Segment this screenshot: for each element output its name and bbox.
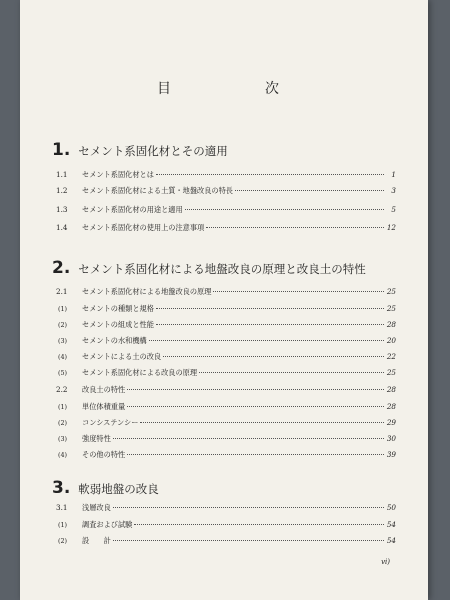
subsection-number: (1) [58,305,68,313]
chapter-title: 軟弱地盤の改良 [78,482,159,496]
chapter-1-heading [52,140,392,160]
page-number: 25 [386,368,396,377]
footer-page-number: vi) [381,558,390,566]
leader-dots [127,389,384,390]
page-number: 3 [391,186,396,195]
leader-dots [185,209,384,210]
toc-entry[interactable] [58,434,396,444]
toc-entry[interactable] [56,503,396,513]
subsection-number: (1) [58,403,68,411]
leader-dots [206,227,384,228]
page-number: 30 [386,434,396,443]
subsection-number: (4) [58,353,68,361]
chapter-title: セメント系固化材による地盤改良の原理と改良土の特性 [78,262,366,276]
page-number: 28 [386,385,396,394]
subsection-number: (4) [58,451,68,459]
page-number: 50 [386,503,396,512]
leader-dots [235,190,384,191]
entry-label: セメント系固化材による地盤改良の原理 [82,287,212,296]
page-number: 29 [386,418,396,427]
leader-dots [156,308,384,309]
toc-entry[interactable] [58,520,396,530]
toc-entry[interactable] [58,536,396,546]
toc-entry[interactable] [58,368,396,378]
leader-dots [134,524,384,525]
entry-label: セメント系固化材の使用上の注意事項 [82,223,205,232]
toc-entry[interactable] [56,223,396,233]
section-number: 1.3 [56,205,68,214]
toc-entry[interactable] [56,186,396,196]
chapter-number: 1. [52,140,71,160]
entry-label: セメント系固化材による改良の原理 [82,368,198,377]
leader-dots [140,422,384,423]
page-number: 12 [386,223,396,232]
chapter-title: セメント系固化材とその適用 [78,144,228,158]
subsection-number: (2) [58,537,68,545]
page-number: 22 [386,352,396,361]
book-page [20,0,428,600]
page-number: 20 [386,336,396,345]
toc-entry[interactable] [58,418,396,428]
entry-label: 単位体積重量 [82,402,126,411]
section-number: 1.4 [56,223,68,232]
entry-label: 設 計 [82,536,111,545]
page-number: 25 [386,304,396,313]
leader-dots [113,438,384,439]
entry-label: セメントの種類と規格 [82,304,154,313]
page-number: 54 [386,536,396,545]
page-number: 54 [386,520,396,529]
page-number: 25 [386,287,396,296]
entry-label: セメントの水和機構 [82,336,147,345]
section-number: 1.1 [56,170,68,179]
entry-label: コンシステンシー [82,418,139,427]
subsection-number: (3) [58,337,68,345]
leader-dots [113,507,384,508]
subsection-number: (5) [58,369,68,377]
leader-dots [213,291,384,292]
entry-label: 強度特性 [82,434,111,443]
entry-label: セメント系固化材の用途と適用 [82,205,183,214]
page-number: 5 [391,205,396,214]
section-number: 1.2 [56,186,68,195]
toc-entry[interactable] [56,385,396,395]
page-number: 28 [386,402,396,411]
page-number: 1 [391,170,396,179]
section-number: 2.1 [56,287,68,296]
toc-entry[interactable] [56,205,396,215]
entry-label: セメントによる土の改良 [82,352,162,361]
leader-dots [156,174,384,175]
chapter-3-heading [52,478,392,498]
toc-entry[interactable] [58,304,396,314]
section-number: 3.1 [56,503,68,512]
entry-label: セメントの組成と性能 [82,320,154,329]
leader-dots [149,340,384,341]
toc-entry[interactable] [58,320,396,330]
leader-dots [127,454,384,455]
page-number: 28 [386,320,396,329]
chapter-number: 3. [52,478,71,498]
toc-entry[interactable] [56,170,396,180]
subsection-number: (3) [58,435,68,443]
chapter-2-heading [52,258,392,278]
leader-dots [113,540,384,541]
entry-label: セメント系固化材による土質・地盤改良の特長 [82,186,233,195]
entry-label: 浅層改良 [82,503,111,512]
toc-entry[interactable] [58,402,396,412]
toc-entry[interactable] [58,336,396,346]
entry-label: 改良土の特性 [82,385,126,394]
entry-label: 調査および試験 [82,520,133,529]
entry-label: セメント系固化材とは [82,170,154,179]
leader-dots [127,406,384,407]
leader-dots [156,324,384,325]
subsection-number: (2) [58,321,68,329]
toc-entry[interactable] [58,352,396,362]
entry-label: その他の特性 [82,450,126,459]
toc-entry[interactable] [58,450,396,460]
toc-entry[interactable] [56,287,396,297]
section-number: 2.2 [56,385,68,394]
leader-dots [199,372,384,373]
subsection-number: (1) [58,521,68,529]
toc-title: 目 次 [157,81,319,97]
leader-dots [163,356,384,357]
subsection-number: (2) [58,419,68,427]
chapter-number: 2. [52,258,71,278]
page-number: 39 [386,450,396,459]
